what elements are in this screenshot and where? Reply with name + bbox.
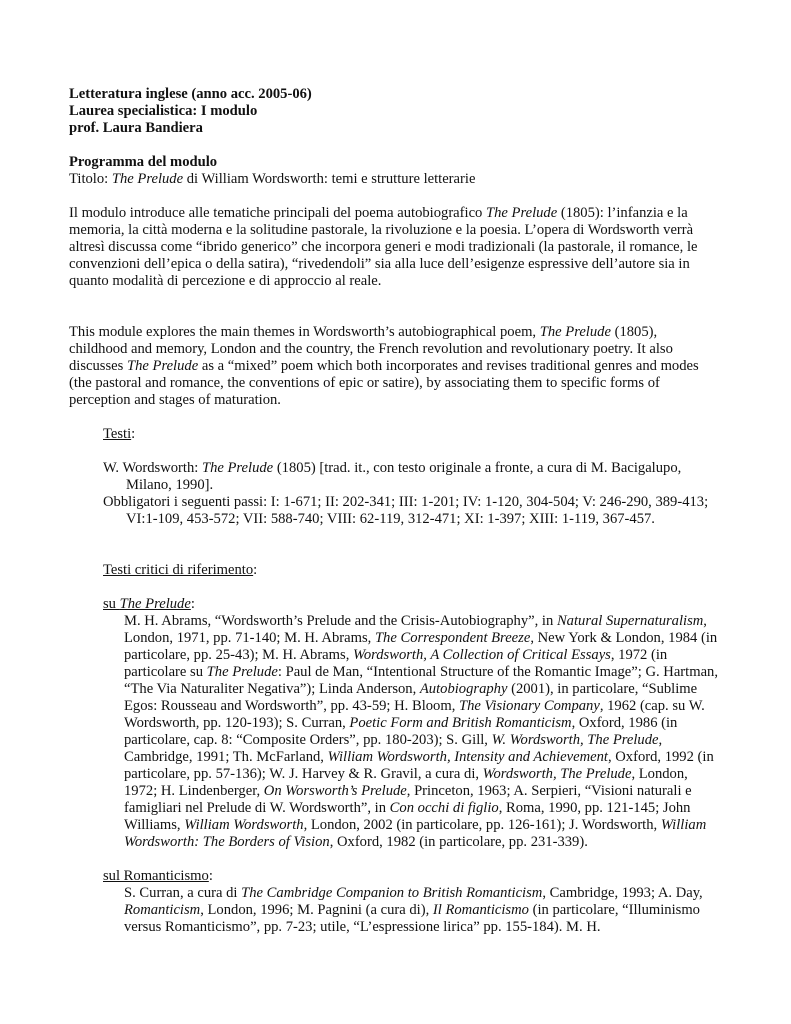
testi-label: Testi: (103, 426, 136, 442)
testi-entry-passages: Obbligatori i seguenti passi: I: 1-671; II: 202-341; III: 1-201; IV: 1-120, 304-504; V: 246-290, 389-413; VI:1-109, 453-572; VII: 588-740; VIII: 62-119, 312-471; XI: 1-397; XIII: 1-119, 367-457. (103, 494, 709, 527)
course-professor: prof. Laura Bandiera (69, 120, 203, 136)
course-title: Letteratura inglese (anno acc. 2005-06) (69, 86, 312, 102)
programma-section (69, 154, 719, 188)
testi-entry-edition: W. Wordsworth: The Prelude (1805) [trad. it., con testo originale a fronte, a cura di M. Bacigalupo, Milano, 1990]. (103, 460, 682, 493)
testi-label-block (103, 426, 719, 443)
intro-italian (69, 205, 719, 290)
sul-romanticismo-block (103, 868, 719, 936)
intro-english (69, 324, 719, 409)
sul-romanticismo-bibliography: S. Curran, a cura di The Cambridge Companion to British Romanticism, Cambridge, 1993; A. Day, Romanticism, London, 1996; M. Pagnini (a cura di), Il Romanticismo (in particolare, “Illuminismo versus Romanticismo”, pp. 7-23; utile, “L’espressione lirica” pp. 155-184). M. H. (124, 885, 703, 935)
intro-italian-text: Il modulo introduce alle tematiche principali del poema autobiografico The Prelude (1805): l’infanzia e la memoria, la città moderna e la solitudine pastorale, la rivoluzione e la poesia. L’opera di Wordsworth verrà altresì discussa come “ibrido generico” che incorpora generi e modi tradizionali (la pastorale, il romance, le convenzioni dell’epica o della satira), “rivedendoli” sia alla luce dell’esigenze espressive dell’autore sia in quanto modalità di percezione e di approccio al reale. (69, 205, 698, 289)
course-degree: Laurea specialistica: I modulo (69, 103, 258, 119)
document-page (69, 86, 719, 936)
su-prelude-block (103, 596, 719, 851)
programma-heading: Programma del modulo (69, 154, 218, 170)
sul-romanticismo-label: sul Romanticismo: (103, 868, 213, 884)
testi-list (103, 460, 719, 528)
course-header (69, 86, 719, 137)
critici-label-block (103, 562, 719, 579)
programma-title: Titolo: The Prelude di William Wordsworth: temi e strutture letterarie (69, 171, 476, 187)
critici-label: Testi critici di riferimento: (103, 562, 258, 578)
su-prelude-bibliography: M. H. Abrams, “Wordsworth’s Prelude and the Crisis-Autobiography”, in Natural Supernaturalism, London, 1971, pp. 71-140; M. H. Abrams, The Correspondent Breeze, New York & London, 1984 (in particolare, pp. 25-43); M. H. Abrams, Wordsworth, A Collection of Critical Essays, 1972 (in particolare su The Prelude: Paul de Man, “Intentional Structure of the Romantic Image”; G. Hartman, “The Via Naturaliter Negativa”); Linda Anderson, Autobiography (2001), in particolare, “Sublime Egos: Rousseau and Wordsworth”, pp. 43-59; H. Bloom, The Visionary Company, 1962 (cap. su W. Wordsworth, pp. 120-193); S. Curran, Poetic Form and British Romanticism, Oxford, 1986 (in particolare, cap. 8: “Composite Orders”, pp. 180-203); S. Gill, W. Wordsworth, The Prelude, Cambridge, 1991; Th. McFarland, William Wordsworth, Intensity and Achievement, Oxford, 1992 (in particolare, pp. 57-136); W. J. Harvey & R. Gravil, a cura di, Wordsworth, The Prelude, London, 1972; H. Lindenberger, On Worsworth’s Prelude, Princeton, 1963; A. Serpieri, “Visioni naturali e famigliari nel Prelude di W. Wordsworth”, in Con occhi di figlio, Roma, 1990, pp. 121-145; John Williams, William Wordsworth, London, 2002 (in particolare, pp. 126-161); J. Wordsworth, William Wordsworth: The Borders of Vision, Oxford, 1982 (in particolare, pp. 231-339). (124, 613, 718, 850)
su-prelude-label: su The Prelude: (103, 596, 195, 612)
intro-english-text: This module explores the main themes in Wordsworth’s autobiographical poem, The Prelude (1805), childhood and memory, London and the country, the French revolution and revolutionary poetry. It also discusses The Prelude as a “mixed” poem which both incorporates and revises traditional genres and modes (the pastoral and romance, the conventions of epic or satire), by associating them to specific forms of perception and stages of maturation. (69, 324, 699, 408)
